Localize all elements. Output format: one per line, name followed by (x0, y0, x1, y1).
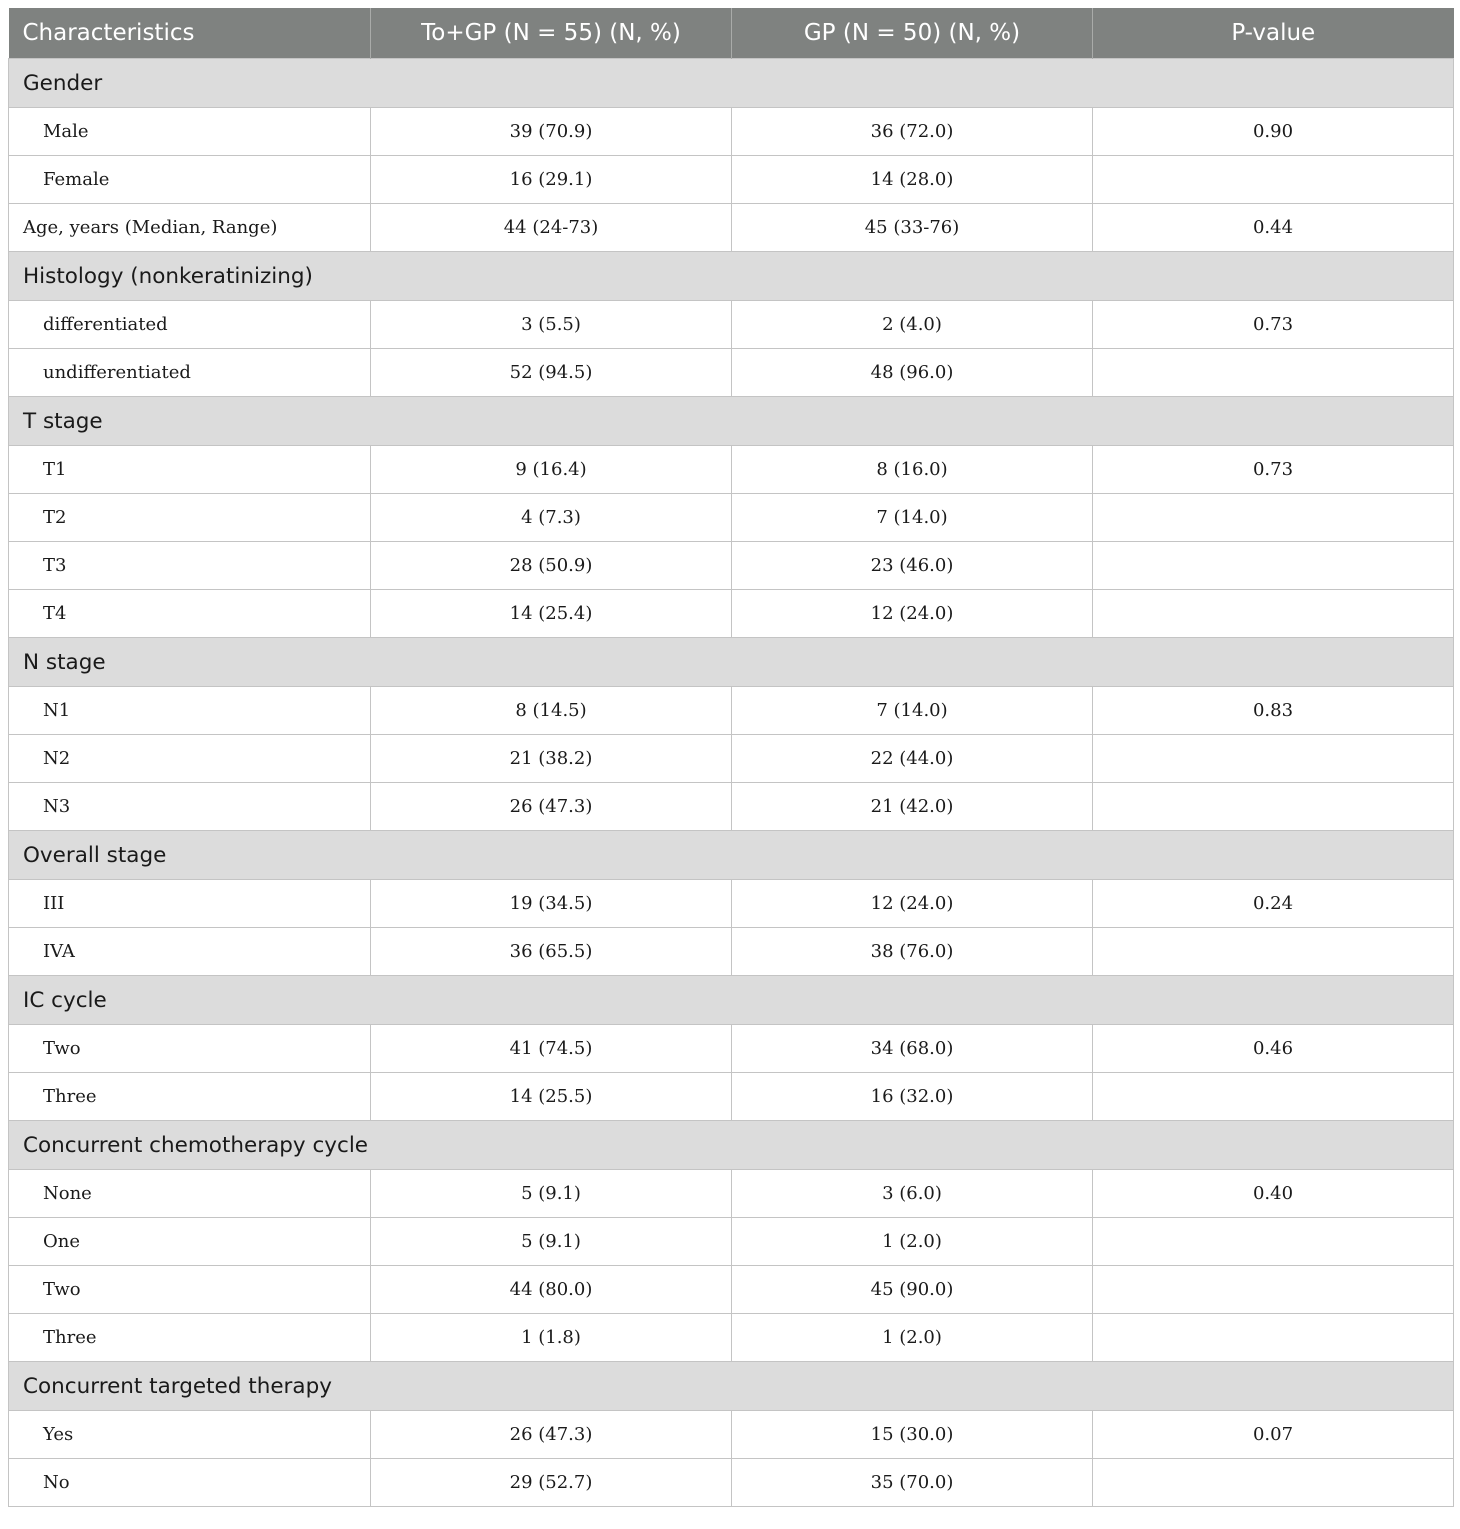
row-label: Two (9, 1266, 371, 1314)
row-label: III (9, 880, 371, 928)
row-label: Three (9, 1073, 371, 1121)
p-value (1093, 735, 1454, 783)
table-row (9, 494, 1454, 542)
p-value: 0.44 (1093, 204, 1454, 252)
gp-value: 7 (14.0) (732, 494, 1093, 542)
to-gp-value: 29 (52.7) (371, 1459, 732, 1507)
table-row (9, 1411, 1454, 1459)
to-gp-value: 9 (16.4) (371, 446, 732, 494)
table-row (9, 1170, 1454, 1218)
group-label: Concurrent chemotherapy cycle (9, 1121, 1454, 1170)
to-gp-value: 19 (34.5) (371, 880, 732, 928)
to-gp-value: 44 (24-73) (371, 204, 732, 252)
to-gp-value: 28 (50.9) (371, 542, 732, 590)
group-header-row (9, 638, 1454, 687)
group-label: N stage (9, 638, 1454, 687)
gp-value: 8 (16.0) (732, 446, 1093, 494)
p-value: 0.90 (1093, 108, 1454, 156)
to-gp-value: 52 (94.5) (371, 349, 732, 397)
row-label: N3 (9, 783, 371, 831)
to-gp-value: 5 (9.1) (371, 1170, 732, 1218)
gp-value: 15 (30.0) (732, 1411, 1093, 1459)
row-label: Female (9, 156, 371, 204)
to-gp-value: 26 (47.3) (371, 1411, 732, 1459)
gp-value: 1 (2.0) (732, 1218, 1093, 1266)
gp-value: 22 (44.0) (732, 735, 1093, 783)
table-row (9, 1266, 1454, 1314)
row-label: T1 (9, 446, 371, 494)
p-value (1093, 1073, 1454, 1121)
table-row (9, 156, 1454, 204)
group-label: IC cycle (9, 976, 1454, 1025)
p-value: 0.46 (1093, 1025, 1454, 1073)
p-value: 0.73 (1093, 446, 1454, 494)
p-value: 0.07 (1093, 1411, 1454, 1459)
gp-value: 12 (24.0) (732, 590, 1093, 638)
table-row (9, 1314, 1454, 1362)
gp-value: 34 (68.0) (732, 1025, 1093, 1073)
table-row (9, 1459, 1454, 1507)
table-row (9, 1218, 1454, 1266)
row-label: N1 (9, 687, 371, 735)
p-value (1093, 783, 1454, 831)
table-body (9, 59, 1454, 1507)
to-gp-value: 5 (9.1) (371, 1218, 732, 1266)
p-value (1093, 1218, 1454, 1266)
row-label: Male (9, 108, 371, 156)
to-gp-value: 14 (25.4) (371, 590, 732, 638)
group-label: T stage (9, 397, 1454, 446)
table-row (9, 928, 1454, 976)
group-header-row (9, 252, 1454, 301)
gp-value: 12 (24.0) (732, 880, 1093, 928)
table-row (9, 735, 1454, 783)
to-gp-value: 8 (14.5) (371, 687, 732, 735)
to-gp-value: 41 (74.5) (371, 1025, 732, 1073)
p-value (1093, 542, 1454, 590)
table-row (9, 590, 1454, 638)
gp-value: 23 (46.0) (732, 542, 1093, 590)
group-header-row (9, 1362, 1454, 1411)
p-value (1093, 1266, 1454, 1314)
gp-value: 45 (33-76) (732, 204, 1093, 252)
gp-value: 14 (28.0) (732, 156, 1093, 204)
header-to-gp: To+GP (N = 55) (N, %) (371, 8, 732, 59)
to-gp-value: 21 (38.2) (371, 735, 732, 783)
header-gp: GP (N = 50) (N, %) (732, 8, 1093, 59)
p-value (1093, 1314, 1454, 1362)
p-value (1093, 1459, 1454, 1507)
table-row (9, 204, 1454, 252)
gp-value: 16 (32.0) (732, 1073, 1093, 1121)
gp-value: 38 (76.0) (732, 928, 1093, 976)
group-header-row (9, 397, 1454, 446)
to-gp-value: 39 (70.9) (371, 108, 732, 156)
row-label: Two (9, 1025, 371, 1073)
table-row (9, 687, 1454, 735)
p-value: 0.83 (1093, 687, 1454, 735)
p-value (1093, 590, 1454, 638)
p-value: 0.24 (1093, 880, 1454, 928)
table-row (9, 1073, 1454, 1121)
to-gp-value: 3 (5.5) (371, 301, 732, 349)
gp-value: 7 (14.0) (732, 687, 1093, 735)
table-row (9, 783, 1454, 831)
group-label: Gender (9, 59, 1454, 108)
row-label: T4 (9, 590, 371, 638)
to-gp-value: 26 (47.3) (371, 783, 732, 831)
row-label: T3 (9, 542, 371, 590)
group-label: Concurrent targeted therapy (9, 1362, 1454, 1411)
row-label: Age, years (Median, Range) (9, 204, 371, 252)
row-label: No (9, 1459, 371, 1507)
gp-value: 2 (4.0) (732, 301, 1093, 349)
header-row (9, 8, 1454, 59)
row-label: T2 (9, 494, 371, 542)
p-value: 0.73 (1093, 301, 1454, 349)
to-gp-value: 4 (7.3) (371, 494, 732, 542)
gp-value: 35 (70.0) (732, 1459, 1093, 1507)
gp-value: 3 (6.0) (732, 1170, 1093, 1218)
header-characteristics: Characteristics (9, 8, 371, 59)
row-label: differentiated (9, 301, 371, 349)
p-value (1093, 494, 1454, 542)
group-label: Overall stage (9, 831, 1454, 880)
row-label: Three (9, 1314, 371, 1362)
row-label: IVA (9, 928, 371, 976)
gp-value: 1 (2.0) (732, 1314, 1093, 1362)
p-value (1093, 928, 1454, 976)
gp-value: 45 (90.0) (732, 1266, 1093, 1314)
gp-value: 21 (42.0) (732, 783, 1093, 831)
table-row (9, 880, 1454, 928)
to-gp-value: 1 (1.8) (371, 1314, 732, 1362)
row-label: undifferentiated (9, 349, 371, 397)
to-gp-value: 44 (80.0) (371, 1266, 732, 1314)
to-gp-value: 16 (29.1) (371, 156, 732, 204)
table-row (9, 108, 1454, 156)
gp-value: 48 (96.0) (732, 349, 1093, 397)
gp-value: 36 (72.0) (732, 108, 1093, 156)
table-row (9, 1025, 1454, 1073)
p-value: 0.40 (1093, 1170, 1454, 1218)
row-label: One (9, 1218, 371, 1266)
table-row (9, 301, 1454, 349)
p-value (1093, 156, 1454, 204)
group-label: Histology (nonkeratinizing) (9, 252, 1454, 301)
p-value (1093, 349, 1454, 397)
group-header-row (9, 59, 1454, 108)
group-header-row (9, 831, 1454, 880)
row-label: N2 (9, 735, 371, 783)
to-gp-value: 36 (65.5) (371, 928, 732, 976)
table-row (9, 349, 1454, 397)
group-header-row (9, 1121, 1454, 1170)
header-p-value: P-value (1093, 8, 1454, 59)
to-gp-value: 14 (25.5) (371, 1073, 732, 1121)
table-row (9, 542, 1454, 590)
row-label: Yes (9, 1411, 371, 1459)
group-header-row (9, 976, 1454, 1025)
characteristics-table (8, 8, 1454, 1507)
table-row (9, 446, 1454, 494)
row-label: None (9, 1170, 371, 1218)
